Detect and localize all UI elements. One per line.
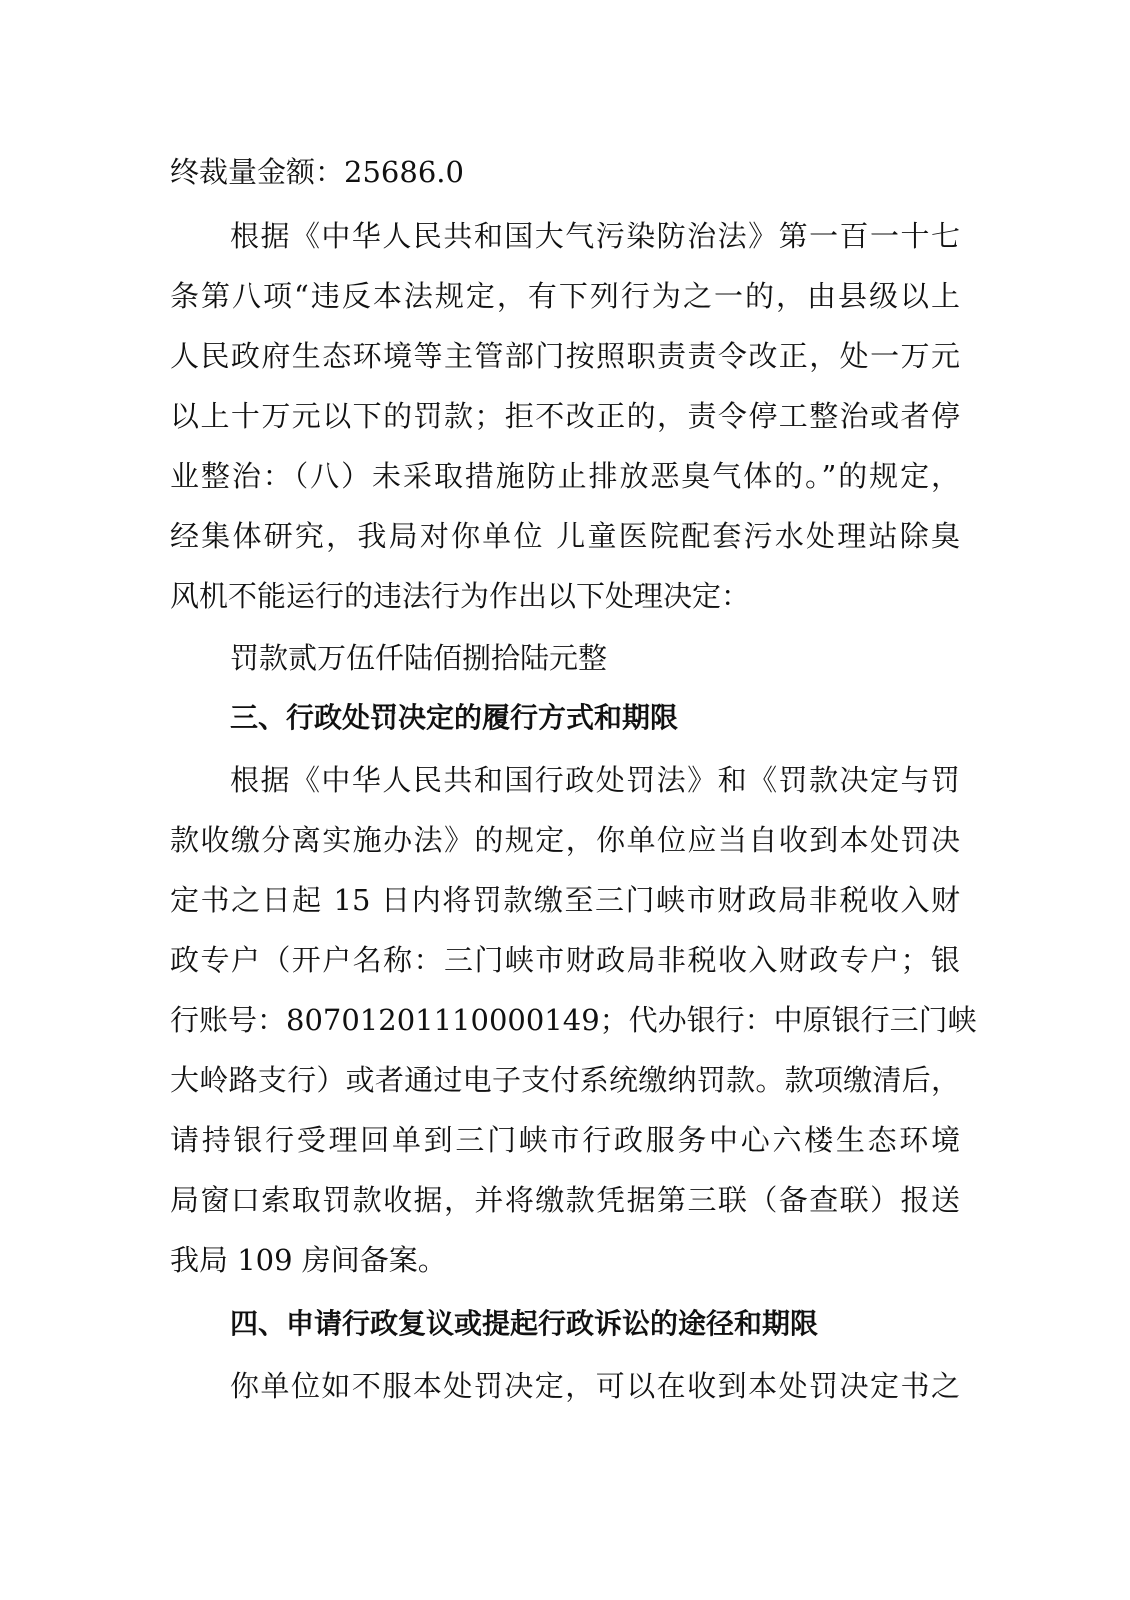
section-3-line: 行账号：80701201110000149；代办银行：中原银行三门峡 xyxy=(170,1003,977,1037)
legal-basis-line: 条第八项“违反本法规定，有下列行为之一的，由县级以上 xyxy=(170,279,960,313)
section-3-line: 大岭路支行）或者通过电子支付系统缴纳罚款。款项缴清后， xyxy=(170,1063,960,1097)
section-3-line: 根据《中华人民共和国行政处罚法》和《罚款决定与罚 xyxy=(230,763,960,797)
legal-basis-line: 风机不能运行的违法行为作出以下处理决定： xyxy=(170,579,751,613)
legal-basis-line: 根据《中华人民共和国大气污染防治法》第一百一十七 xyxy=(230,219,960,253)
section-3-line: 定书之日起 15 日内将罚款缴至三门峡市财政局非税收入财 xyxy=(170,883,960,917)
final-amount-label: 终裁量金额： xyxy=(170,155,345,189)
section-3-line: 请持银行受理回单到三门峡市行政服务中心六楼生态环境 xyxy=(170,1123,960,1157)
legal-basis-line: 经集体研究，我局对你单位 儿童医院配套污水处理站除臭 xyxy=(170,519,960,553)
section-3-line: 我局 109 房间备案。 xyxy=(170,1243,447,1277)
section-4-line: 你单位如不服本处罚决定，可以在收到本处罚决定书之 xyxy=(230,1369,960,1403)
section-4-heading: 四、申请行政复议或提起行政诉讼的途径和期限 xyxy=(230,1307,819,1340)
legal-basis-line: 人民政府生态环境等主管部门按照职责责令改正，处一万元 xyxy=(170,339,960,373)
section-3-heading: 三、行政处罚决定的履行方式和期限 xyxy=(230,701,679,734)
final-amount-value: 25686.0 xyxy=(344,155,464,189)
section-3-line: 款收缴分离实施办法》的规定，你单位应当自收到本处罚决 xyxy=(170,823,960,857)
legal-basis-line: 以上十万元以下的罚款；拒不改正的，责令停工整治或者停 xyxy=(170,399,960,433)
section-3-line: 局窗口索取罚款收据，并将缴款凭据第三联（备查联）报送 xyxy=(170,1183,960,1217)
penalty-line: 罚款贰万伍仟陆佰捌拾陆元整 xyxy=(230,641,608,675)
final-amount-line xyxy=(170,142,960,202)
legal-basis-line: 业整治：（八）未采取措施防止排放恶臭气体的。”的规定， xyxy=(170,459,960,493)
section-3-line: 政专户（开户名称：三门峡市财政局非税收入财政专户；银 xyxy=(170,943,960,977)
